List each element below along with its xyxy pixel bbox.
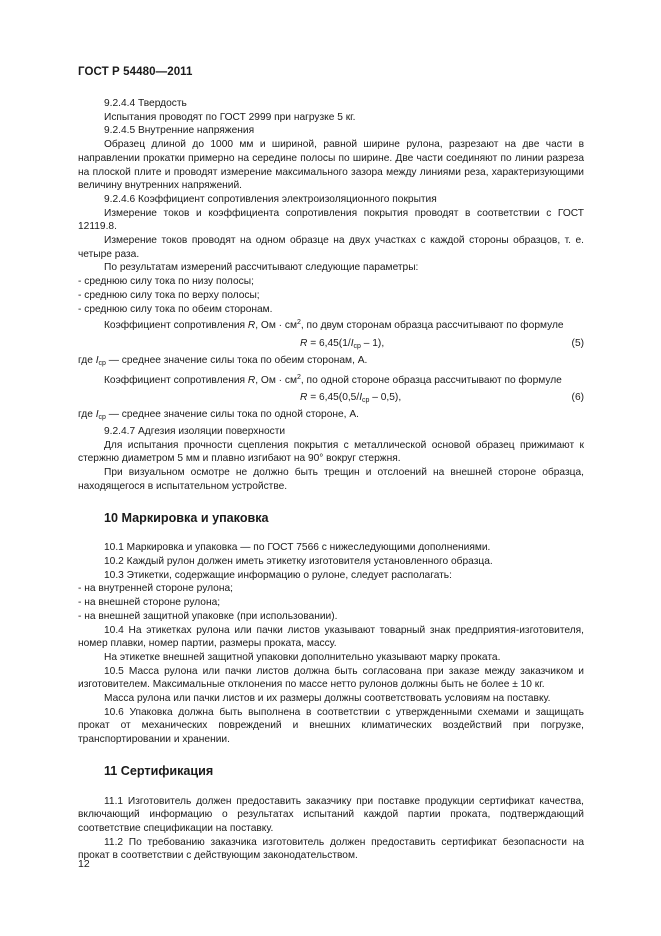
list-item: - на внутренней стороне рулона;	[78, 583, 233, 595]
list-item: - на внешней стороне рулона;	[78, 597, 221, 609]
clause-9244-title: 9.2.4.4 Твердость	[104, 98, 187, 109]
section-11-heading: 11 Сертификация	[104, 763, 214, 778]
clause-10-1: 10.1 Маркировка и упаковка — по ГОСТ 7566 с нижеследующими дополнениями.	[104, 542, 491, 554]
clause-9246-text2: Измерение токов проводят на одном образце на двух участках с каждой стороны образцов, т. е. четыре раза.	[78, 235, 584, 260]
list-item: - среднюю силу тока по верху полосы;	[78, 289, 260, 301]
formula-5-number: (5)	[571, 337, 584, 349]
coefficient-intro-1: Коэффициент сопротивления R, Ом · $см^2$, по двум сторонам образца рассчитывают по формуле	[104, 319, 564, 332]
clause-9246-title: 9.2.4.6 Коэффициент сопротивления электроизоляционного покрытия	[104, 193, 437, 205]
clause-10-3: 10.3 Этикетки, содержащие информацию о рулоне, следует располагать:	[104, 569, 452, 581]
list-item: - на внешней защитной упаковке (при использовании).	[78, 610, 338, 622]
clause-10-5: 10.5 Масса рулона или пачки листов должна быть согласована при заказе между заказчиком и изготовителем. Максимальные отклонения по массе нетто рулонов должны быть не более ± 10 кг.	[78, 665, 584, 691]
clause-9246-text3: По результатам измерений рассчитывают следующие параметры:	[104, 262, 419, 274]
document-body	[78, 97, 584, 863]
clause-9246-text1: Измерение токов и коэффициента сопротивления покрытия проводят в соответствии с ГОСТ 12119.8.	[78, 207, 584, 233]
page-number: 12	[78, 858, 90, 870]
formula-6-legend: где $I_{ср}$ — среднее значение силы тока по одной стороне, А.	[78, 409, 359, 422]
clause-9247-text2: При визуальном осмотре не должно быть трещин и отслоений на внешней стороне образца, находящегося в испытательном устройстве.	[78, 467, 584, 492]
clause-9245-text: Образец длиной до 1000 мм и шириной, равной ширине рулона, разрезают на две части в направлении прокатки примерно на середине полосы по ширине. Две части соединяют по линии разреза на плоской плите и проводят измерение максимального зазора между линиями реза, характеризующими величину внутренних напряжений.	[78, 139, 584, 192]
clause-9247-title: 9.2.4.7 Адгезия изоляции поверхности	[104, 426, 286, 438]
clause-10-6: 10.6 Упаковка должна быть выполнена в соответствии с утвержденными схемами и защищать прокат от механических повреждений и внешних климатических воздействий при погрузке, транспортировании и хранении.	[78, 706, 584, 746]
formula-5-legend: где $I_{ср}$ — среднее значение силы тока по обеим сторонам, А.	[78, 354, 368, 367]
formula-5-expression: $R = 6,45(1/I_{ср} - 1)$,	[300, 337, 385, 350]
coefficient-intro-2: Коэффициент сопротивления R, Ом · $см^2$, по одной стороне образца рассчитывают по формуле	[104, 373, 562, 386]
formula-6-number: (6)	[571, 392, 584, 404]
clause-9244-text: Испытания проводят по ГОСТ 2999 при нагрузке 5 кг.	[104, 111, 356, 123]
clause-10-2: 10.2 Каждый рулон должен иметь этикетку изготовителя установленного образца.	[104, 555, 493, 567]
clause-9245-title: 9.2.4.5 Внутренние напряжения	[104, 125, 255, 137]
clause-10-4: 10.4 На этикетках рулона или пачки листов указывают товарный знак предприятия-изготовителя, номер плавки, номер партии, размеры проката, массу.	[78, 624, 584, 650]
clause-11-2: 11.2 По требованию заказчика изготовитель должен предоставить сертификат безопасности на прокат в соответствии с действующим законодательством.	[78, 836, 584, 862]
section-10-heading: 10 Маркировка и упаковка	[104, 510, 269, 525]
formula-6-expression: $R = 6,45(0,5/I_{ср} - 0,5)$,	[300, 392, 402, 405]
list-item: - среднюю силу тока по низу полосы;	[78, 276, 254, 288]
clause-9247-text1: Для испытания прочности сцепления покрытия с металлической основой образец прижимают к стержню диаметром 5 мм и плавно изгибают на 90° вокруг стержня.	[78, 439, 584, 465]
formula-5	[78, 337, 584, 351]
clause-11-1: 11.1 Изготовитель должен предоставить заказчику при поставке продукции сертификат качества, включающий информацию о результатах испытаний каждой партии проката, подтверждающий соответствие спецификации на поставку.	[78, 795, 584, 834]
clause-10-5-note: Масса рулона или пачки листов и их размеры должны соответствовать условиям на поставку.	[104, 693, 551, 705]
formula-6	[78, 391, 584, 405]
clause-10-4-note: На этикетке внешней защитной упаковки дополнительно указывают марку проката.	[104, 651, 501, 663]
list-item: - среднюю силу тока по обеим сторонам.	[78, 303, 273, 315]
document-header: ГОСТ Р 54480—2011	[78, 66, 193, 78]
